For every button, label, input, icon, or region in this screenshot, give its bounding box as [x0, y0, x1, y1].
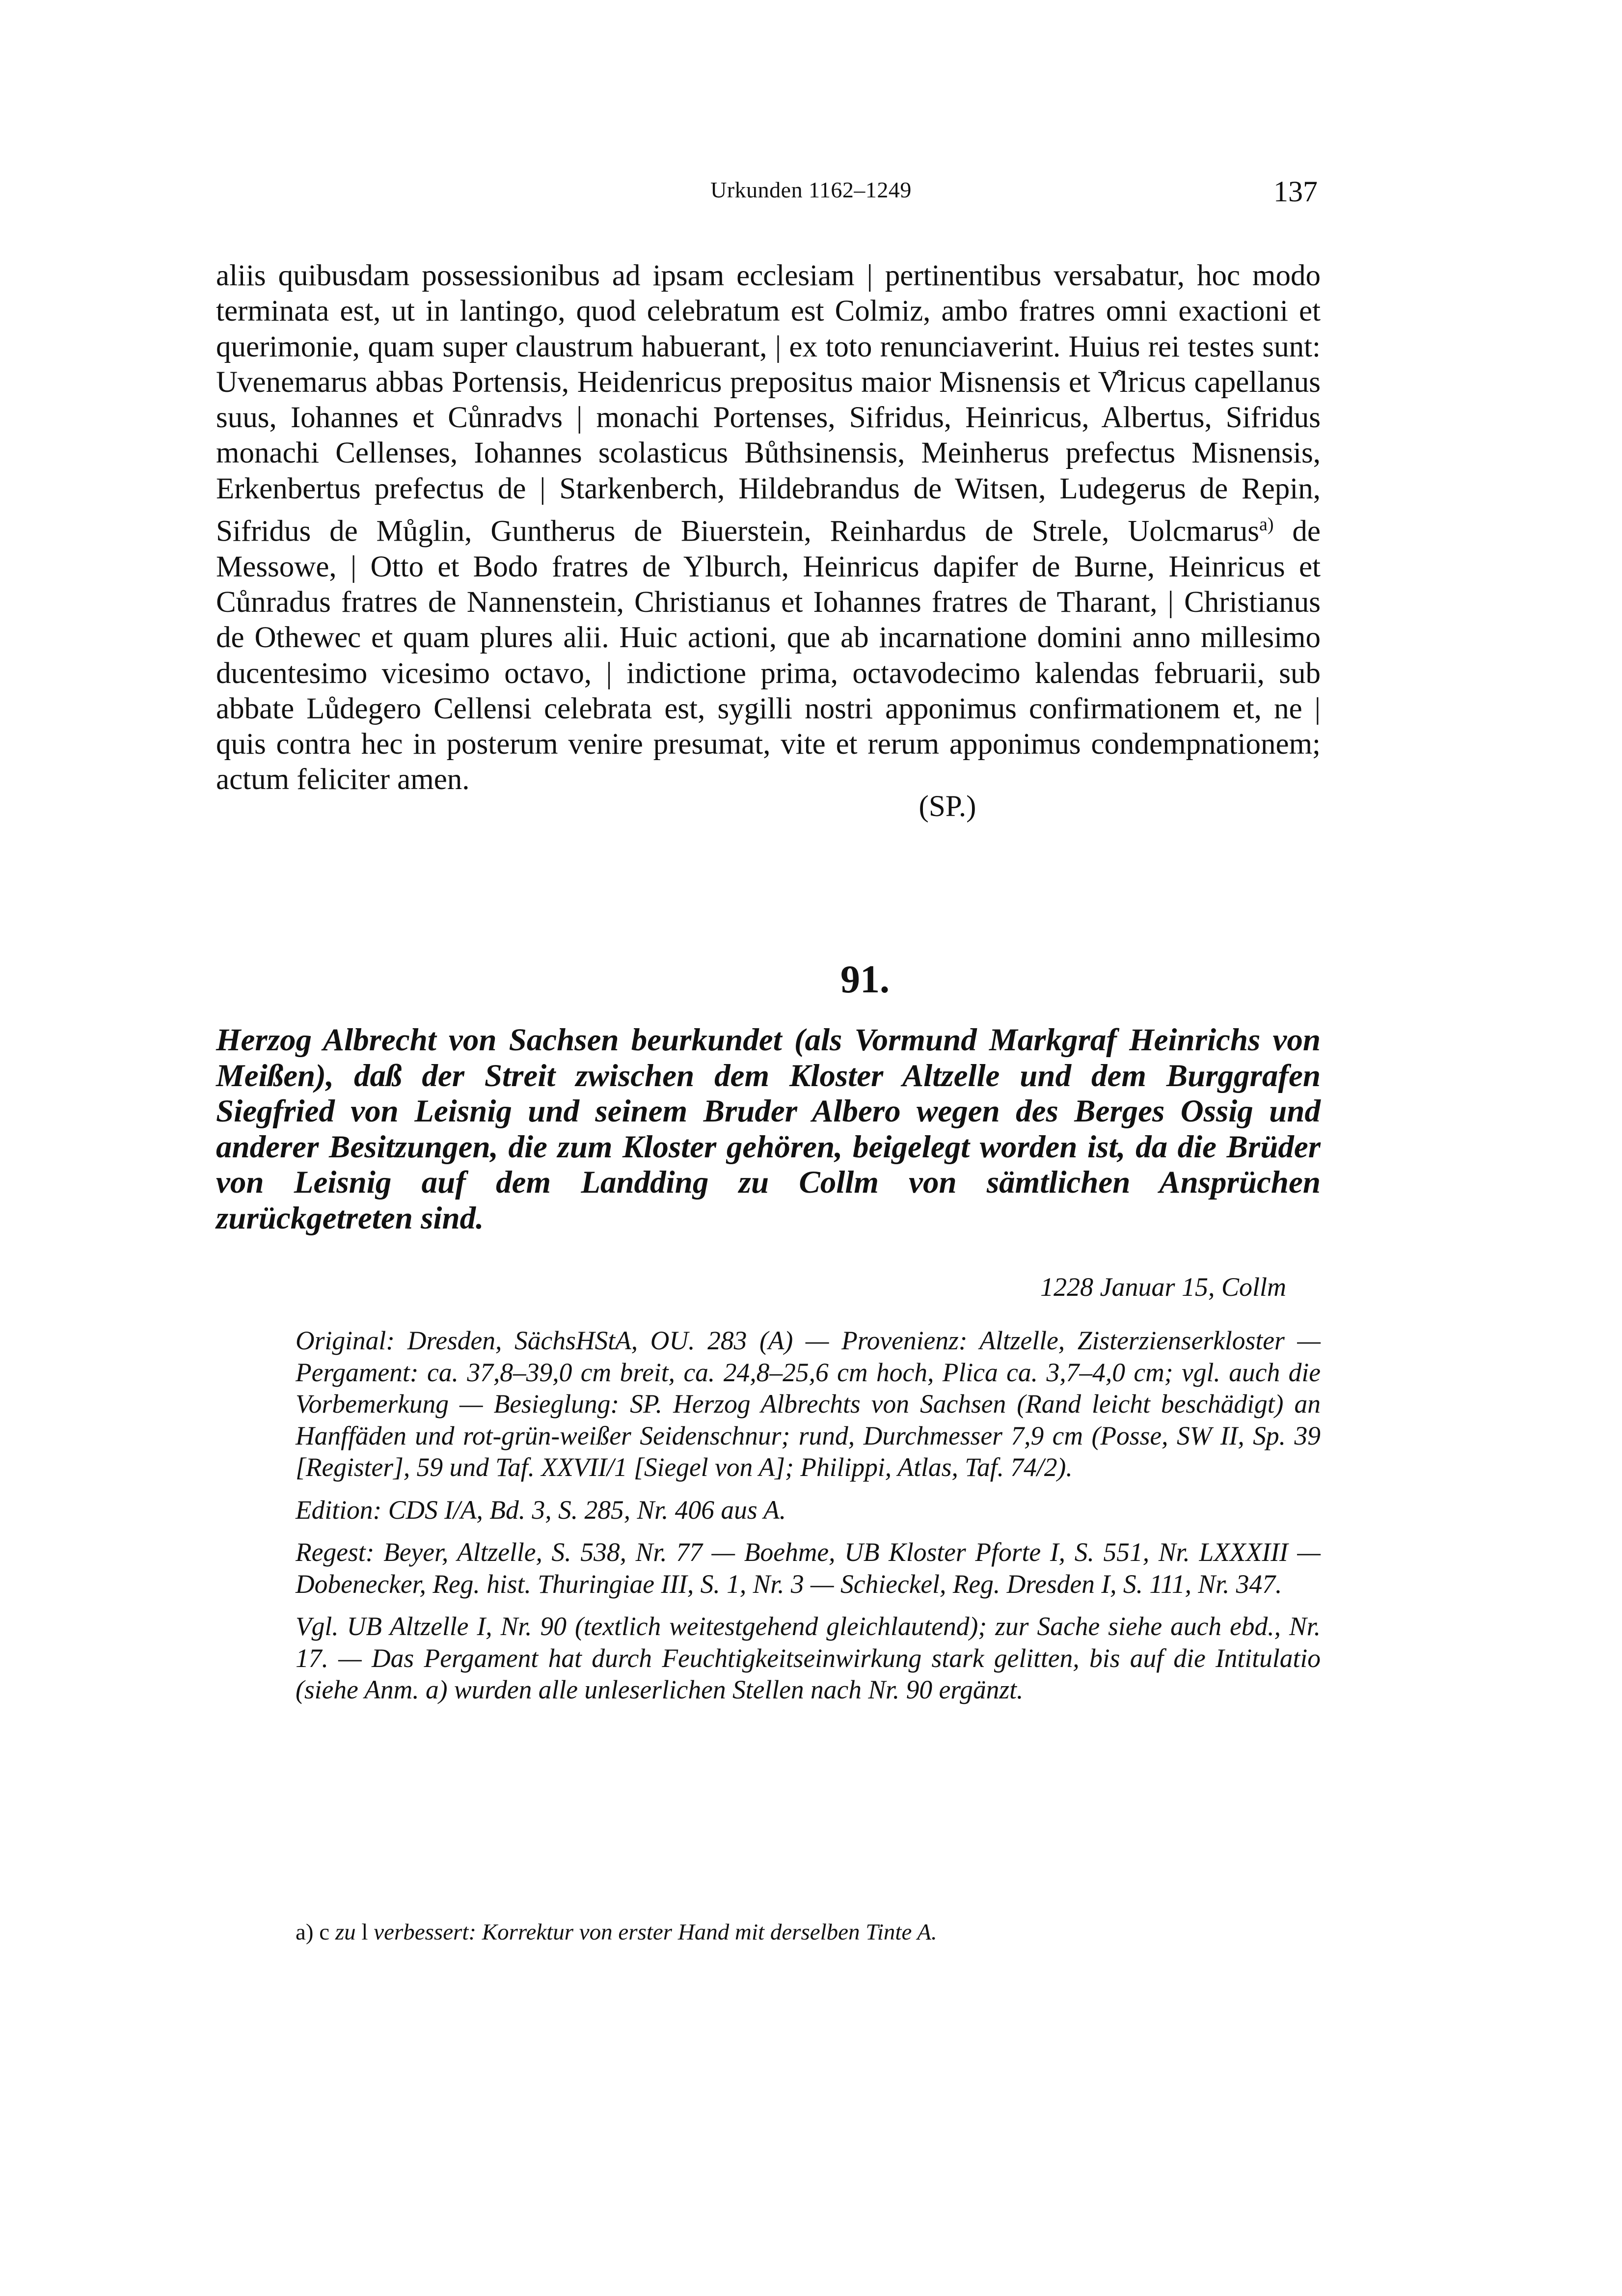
page-number: 137	[1273, 175, 1318, 208]
seal-mark: (SP.)	[919, 790, 976, 823]
apparatus-original: Original: Dresden, SächsHStA, OU. 283 (A) — Provenienz: Altzelle, Zisterzienserkloster — Pergament: ca. 37,8–39,0 cm breit, ca. 24,8–25,6 cm hoch, Plica ca. 3,7–4,0 cm; vgl. auch die Vorbemerkung — Besieglung: SP. Herzog Albrechts von Sachsen (Rand leicht beschädigt) an Hanffäden und rot-grün-weißer Seidenschnur; rund, Durchmesser 7,9 cm (Posse, SW II, Sp. 39 [Register], 59 und Taf. XXVII/1 [Siegel von A]; Philippi, Atlas, Taf. 74/2).	[296, 1326, 1321, 1482]
apparatus-comparison: Vgl. UB Altzelle I, Nr. 90 (textlich weitestgehend gleichlautend); zur Sache siehe auch ebd., Nr. 17. — Das Pergament hat durch Feuchtigkeitseinwirkung stark gelitten, bis auf die Intitulatio (siehe Anm. a) wurden alle unleserlichen Stellen nach Nr. 90 ergänzt.	[296, 1612, 1321, 1704]
document-regest: Herzog Albrecht von Sachsen beurkundet (als Vormund Markgraf Heinrichs von Meißen), daß der Streit zwischen dem Kloster Altzelle und dem Burggrafen Siegfried von Leisnig und seinem Bruder Albero wegen des Berges Ossig und anderer Besitzungen, die zum Kloster gehören, beigelegt worden ist, da die Brüder von Leisnig auf dem Landding zu Collm von sämtlichen Ansprüchen zurückgetreten sind.	[216, 1022, 1321, 1236]
critical-apparatus	[296, 1325, 1321, 1717]
footnote-italic-2: verbessert: Korrektur von erster Hand mit derselben Tinte A.	[368, 1919, 937, 1945]
footnote-a	[296, 1917, 1321, 1947]
footnote-label: a) c	[296, 1919, 330, 1945]
document-number: 91.	[840, 958, 890, 1001]
footnote-marker: a)	[1259, 514, 1274, 535]
date-place: 1228 Januar 15, Collm	[1040, 1272, 1286, 1302]
charter-text: aliis quibusdam possessionibus ad ipsam ecclesiam | pertinentibus versabatur, hoc modo terminata est, ut in lantingo, quod celebratum est Colmiz, ambo fratres omni exactioni et querimonie, quam super claustrum habuerant, | ex toto renunciaverint. Huius rei testes sunt: Uvenemarus abbas Portensis, Heidenricus prepositus maior Misnensis et V̊lricus capellanus suus, Iohannes et Cůnradvs | monachi Portenses, Sifridus, Heinricus, Albertus, Sifridus monachi Cellenses, Iohannes scolasticus Bůthsinensis, Meinherus prefectus Misnensis, Erkenbertus prefectus de | Starkenberch, Hildebrandus de Witsen, Ludegerus de Repin, Sifridus de Můglin, Guntherus de Biuerstein, Reinhardus de Strele, Uolcmarus	[216, 259, 1321, 548]
footnote-letter: l	[361, 1919, 368, 1945]
charter-text-continuation	[216, 258, 1321, 798]
charter-text-rest: de Messowe, | Otto et Bodo fratres de Ylburch, Heinricus dapifer de Burne, Heinricus et Cůnradus fratres de Nannenstein, Christianus et Iohannes fratres de Tharant, | Christianus de Othewec et quam plures alii. Huic actioni, que ab incarnatione domini anno millesimo ducentesimo vicesimo octavo, | indictione prima, octavodecimo kalendas februarii, sub abbate Lůdegero Cellensi celebrata est, sygilli nostri apponimus confirmationem et, ne | quis contra hec in posterum venire presumat, vite et rerum apponimus condempnationem; actum feliciter amen.	[216, 515, 1321, 796]
running-title: Urkunden 1162–1249	[710, 177, 912, 202]
footnote-italic-1: zu	[329, 1919, 362, 1945]
apparatus-regest: Regest: Beyer, Altzelle, S. 538, Nr. 77 — Boehme, UB Kloster Pforte I, S. 551, Nr. LXXXIII — Dobenecker, Reg. hist. Thuringiae III, S. 1, Nr. 3 — Schieckel, Reg. Dresden I, S. 111, Nr. 347.	[296, 1537, 1321, 1599]
apparatus-edition: Edition: CDS I/A, Bd. 3, S. 285, Nr. 406 aus A.	[296, 1495, 786, 1525]
charter-paragraph	[216, 258, 1321, 798]
